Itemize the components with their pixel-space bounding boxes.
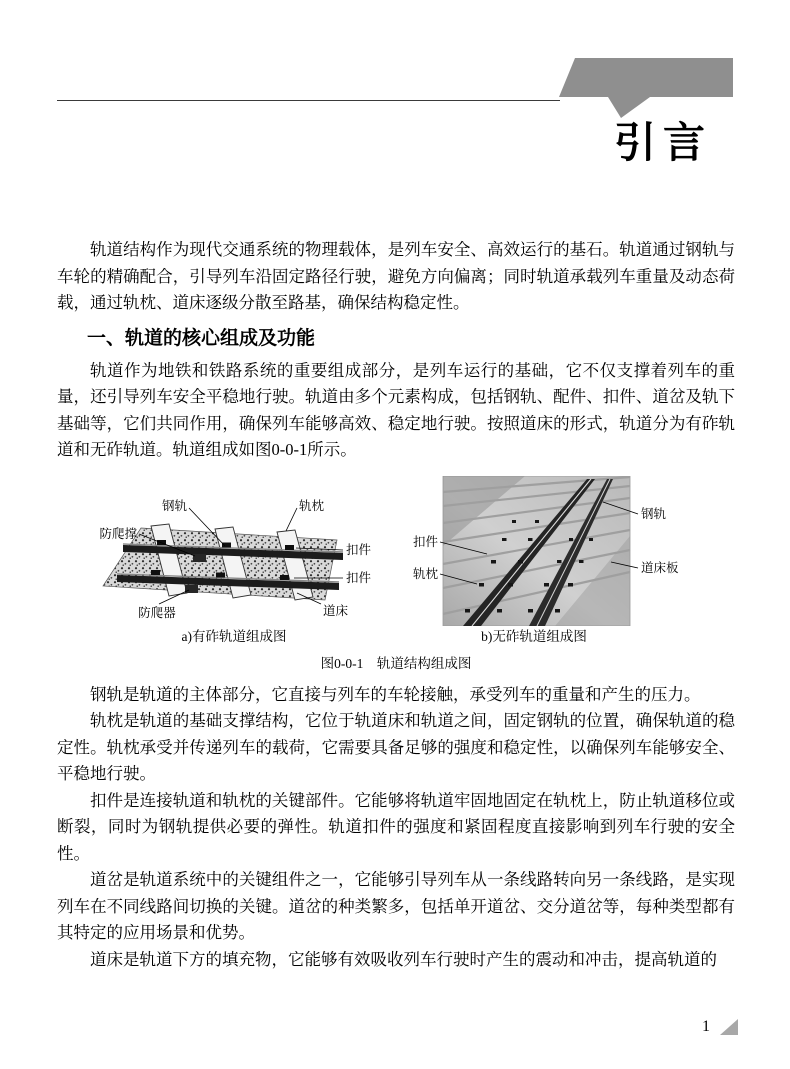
paragraph-bed: 道床是轨道下方的填充物，它能够有效吸收列车行驶时产生的震动和冲击，提高轨道的 [90, 949, 717, 969]
section-paragraph: 轨道作为地铁和铁路系统的重要组成部分，是列车运行的基础，它不仅支撑着列车的重量，还引导列车安全平稳地行驶。轨道由多个元素构成，包括钢轨、配件、扣件、道岔及轨下基础等，它们共同作用，确保列车能够高效、稳定地行驶。按照道床的形式，轨道分为有砟轨道和无砟轨道。轨道组成如图0-0-1所示。 [57, 360, 735, 459]
label-anti-creep-brace: 防爬撑 [99, 526, 137, 541]
page-title: 引言 [613, 119, 712, 166]
paragraph-rail: 钢轨是轨道的主体部分，它直接与列车的车轮接触，承受列车的重量和产生的压力。 [90, 684, 701, 704]
label-fastener-lower: 扣件 [346, 570, 372, 585]
label-sleeper: 轨枕 [412, 566, 438, 581]
subcaption-b: b)无砟轨道组成图 [481, 628, 587, 644]
figure-0-0-1 [57, 474, 735, 650]
ballastless-track-photo [405, 476, 685, 626]
section-heading: 一、轨道的核心组成及功能 [87, 327, 316, 349]
page-corner-triangle-icon [720, 1019, 738, 1035]
label-rail: 钢轨 [641, 506, 667, 521]
label-rail: 钢轨 [161, 498, 187, 513]
header-rule [57, 100, 560, 101]
subcaption-a: a)有砟轨道组成图 [181, 628, 287, 644]
label-slab: 道床板 [641, 560, 679, 575]
intro-paragraph: 轨道结构作为现代交通系统的物理载体，是列车安全、高效运行的基石。轨道通过钢轨与车轮的精确配合，引导列车沿固定路径行驶，避免方向偏离；同时轨道承载列车重量及动态荷载，通过轨枕、道床逐级分散至路基，确保结构稳定性。 [57, 240, 735, 312]
banner-polygon [559, 58, 733, 118]
label-sleeper: 轨枕 [299, 498, 325, 513]
figure-caption: 图0-0-1 轨道结构组成图 [320, 655, 472, 671]
label-fastener-upper: 扣件 [346, 542, 372, 557]
page-body [57, 237, 735, 973]
paragraph-fastener: 扣件是连接轨道和轨枕的关键部件。它能够将轨道牢固地固定在轨枕上，防止轨道移位或断裂，同时为钢轨提供必要的弹性。轨道扣件的强度和紧固程度直接影响到列车行驶的安全性。 [57, 790, 735, 863]
paragraph-turnout: 道岔是轨道系统中的关键组件之一，它能够引导列车从一条线路转向另一条线路，是实现列车在不同线路间切换的关键。道岔的种类繁多，包括单开道岔、交分道岔等，每种类型都有其特定的应用场景和优势。 [57, 870, 735, 942]
ballasted-track-diagram [85, 496, 385, 628]
page-footer [702, 1018, 738, 1036]
header-banner-shape [558, 57, 734, 119]
paragraph-sleeper: 轨枕是轨道的基础支撑结构，它位于轨道床和轨道之间，固定钢轨的位置，确保轨道的稳定性。轨枕承受并传递列车的载荷，它需要具备足够的强度和稳定性，以确保列车能够安全、平稳地行驶。 [57, 711, 735, 783]
label-bed: 道床 [323, 603, 349, 618]
page-number: 1 [702, 1018, 710, 1035]
label-fastener: 扣件 [412, 534, 438, 549]
label-anti-creeper: 防爬器 [138, 605, 176, 620]
